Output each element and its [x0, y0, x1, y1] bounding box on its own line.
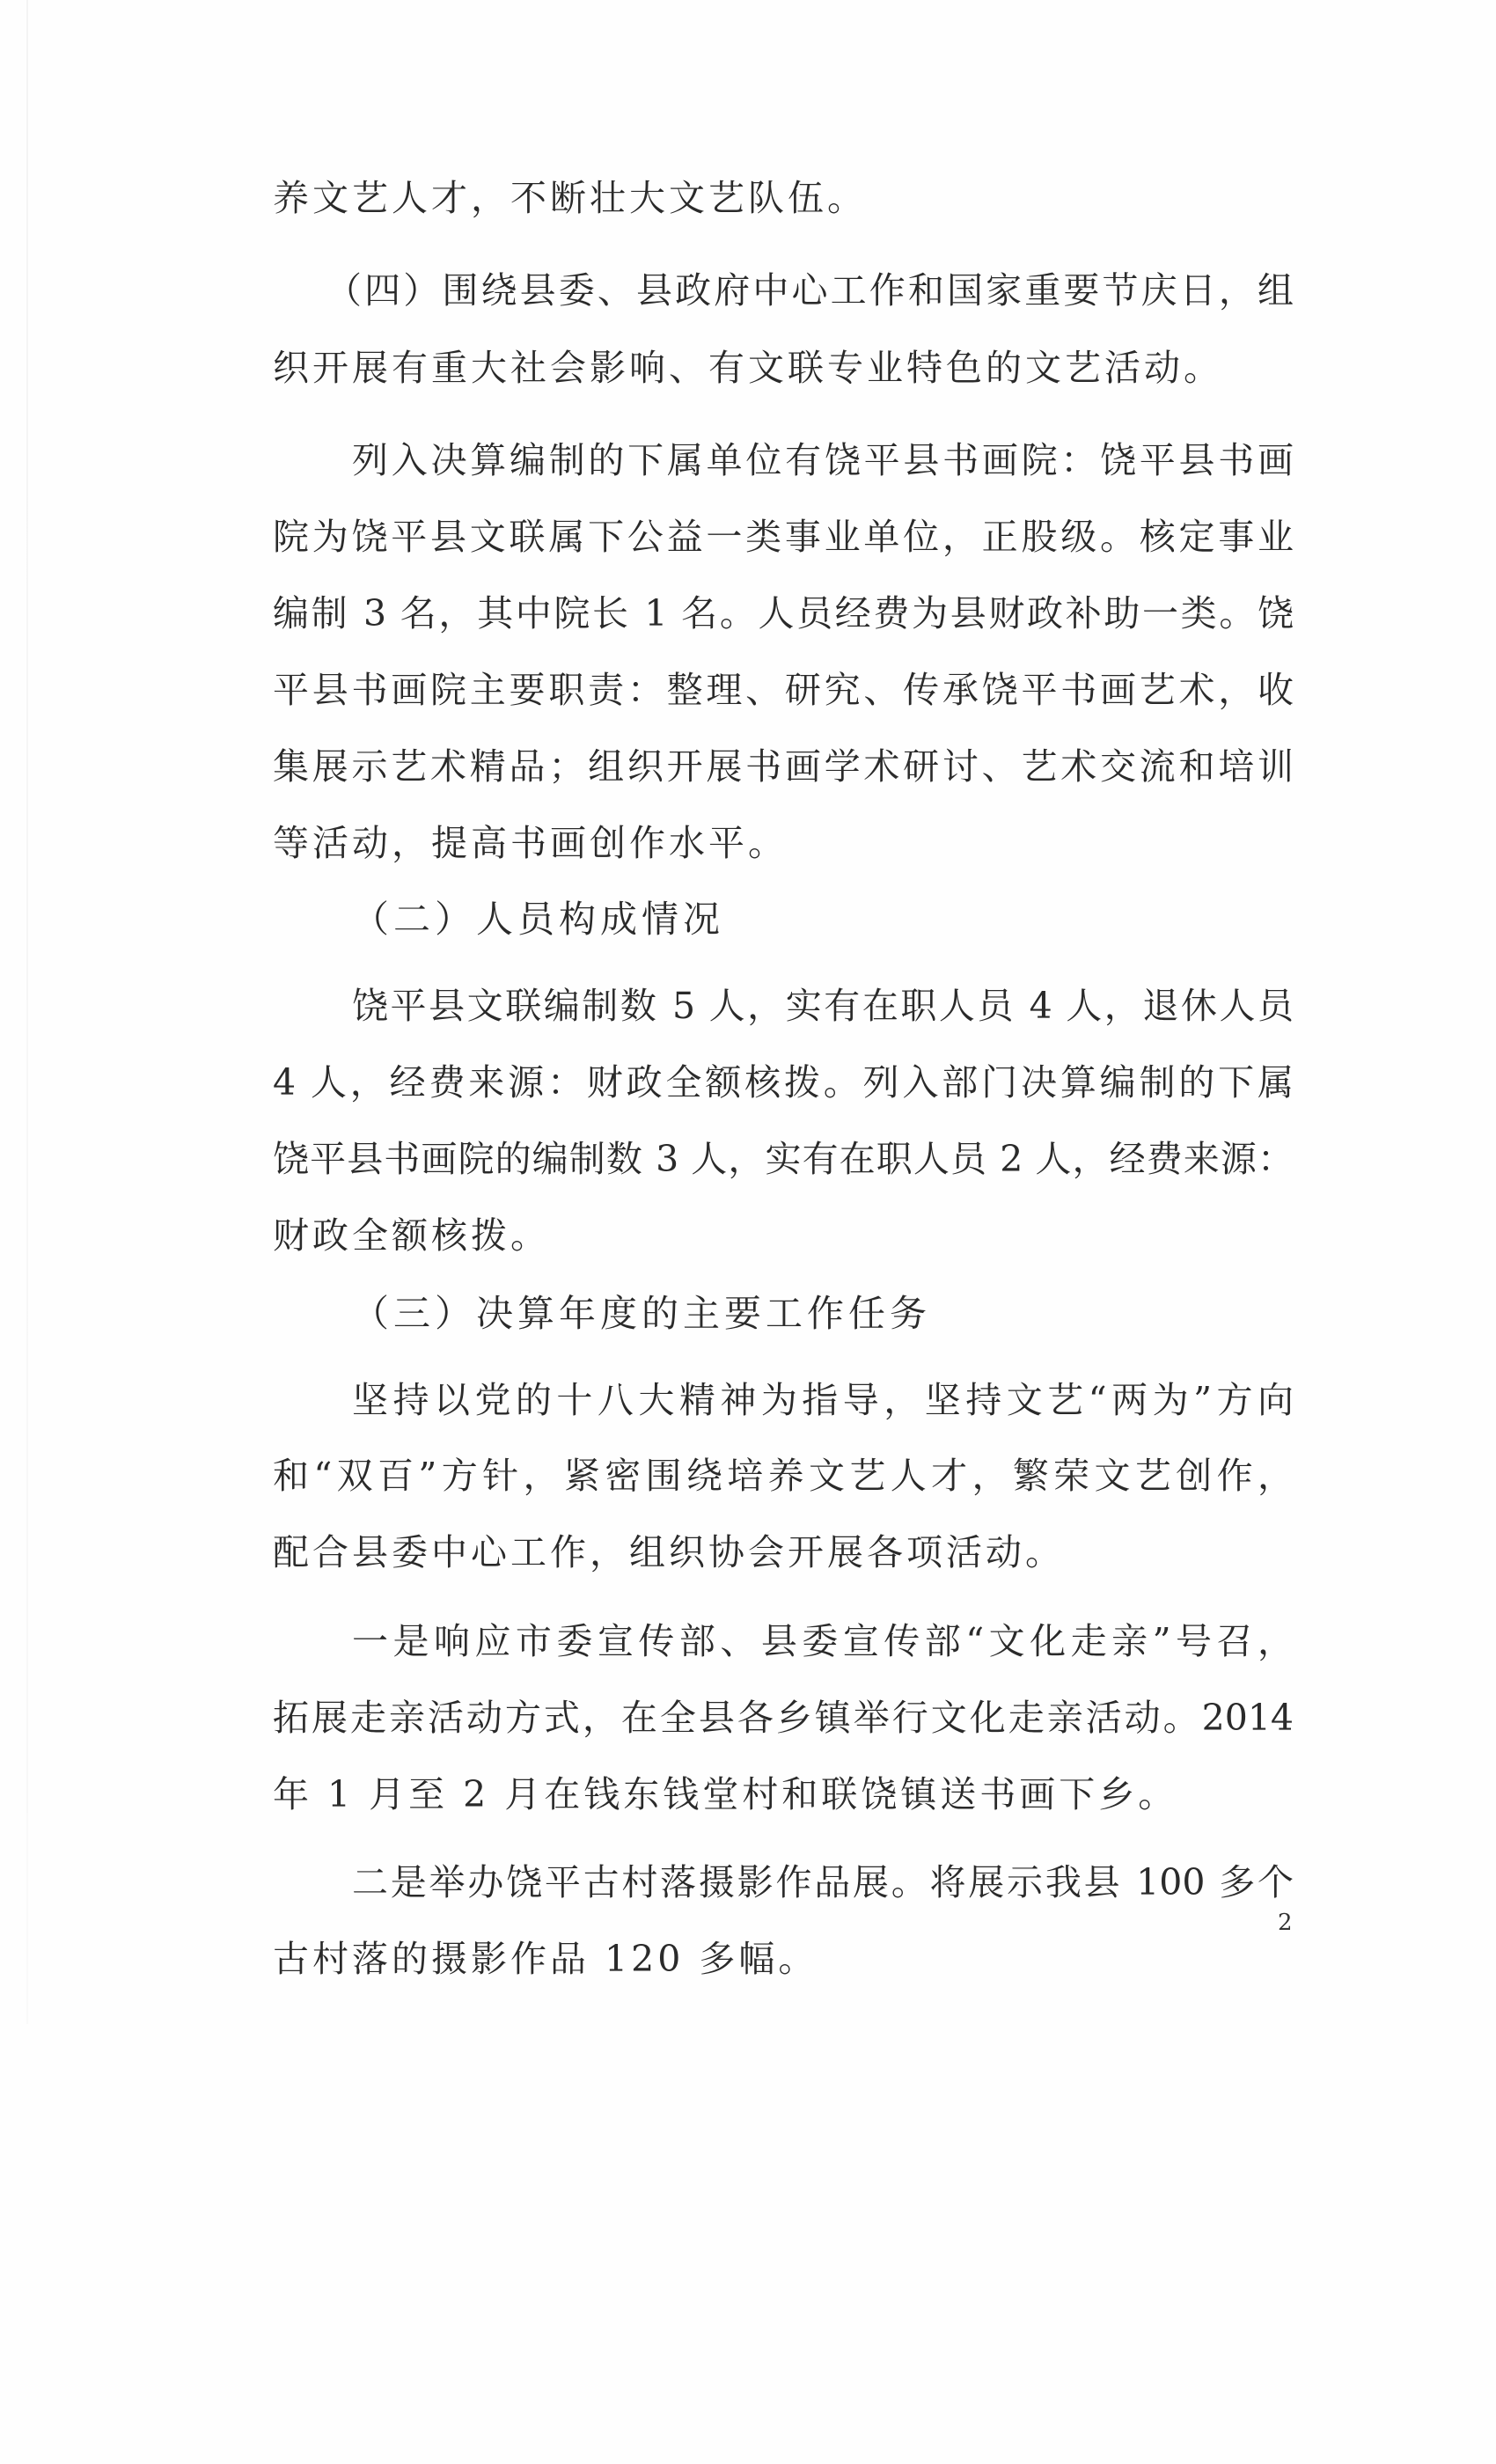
text-line-19: 一是响应市委宣传部、县委宣传部“文化走亲”号召，: [352, 1620, 1294, 1662]
text-line-4: 列入决算编制的下属单位有饶平县书画院：饶平县书画: [352, 439, 1294, 481]
text-line-8: 集展示艺术精品；组织开展书画学术研讨、艺术交流和培训: [273, 745, 1294, 788]
text-line-16: 坚持以党的十八大精神为指导，坚持文艺“两为”方向: [352, 1379, 1294, 1421]
page-number: 2: [1278, 1910, 1293, 1936]
text-line-1: 养文艺人才，不断壮大文艺队伍。: [273, 177, 867, 219]
text-line-14: 财政全额核拨。: [273, 1214, 550, 1257]
text-line-2: （四）围绕县委、县政府中心工作和国家重要节庆日，组: [326, 269, 1294, 312]
text-line-9: 等活动，提高书画创作水平。: [273, 822, 788, 864]
scan-edge-shadow: [26, 0, 28, 2024]
text-line-18: 配合县委中心工作，组织协会开展各项活动。: [273, 1531, 1065, 1573]
text-line-11: 饶平县文联编制数 5 人，实有在职人员 4 人，退休人员: [352, 985, 1294, 1027]
text-line-3: 织开展有重大社会影响、有文联专业特色的文艺活动。: [273, 347, 1223, 389]
section-heading-main-tasks: （三）决算年度的主要工作任务: [352, 1292, 932, 1335]
text-line-5: 院为饶平县文联属下公益一类事业单位，正股级。核定事业: [273, 516, 1294, 558]
text-line-7: 平县书画院主要职责：整理、研究、传承饶平书画艺术，收: [273, 669, 1294, 711]
text-line-21: 年 1 月至 2 月在钱东钱堂村和联饶镇送书画下乡。: [273, 1773, 1178, 1815]
text-line-23: 古村落的摄影作品 120 多幅。: [273, 1938, 818, 1980]
text-line-13: 饶平县书画院的编制数 3 人，实有在职人员 2 人，经费来源：: [273, 1138, 1294, 1180]
section-heading-personnel: （二）人员构成情况: [352, 898, 725, 941]
text-line-17: 和“双百”方针，紧密围绕培养文艺人才，繁荣文艺创作，: [273, 1455, 1294, 1497]
text-line-22: 二是举办饶平古村落摄影作品展。将展示我县 100 多个: [352, 1861, 1294, 1903]
text-line-12: 4 人，经费来源：财政全额核拨。列入部门决算编制的下属: [273, 1061, 1294, 1104]
text-line-6: 编制 3 名，其中院长 1 名。人员经费为县财政补助一类。饶: [273, 592, 1294, 634]
text-line-20: 拓展走亲活动方式，在全县各乡镇举行文化走亲活动。2014: [273, 1697, 1294, 1739]
